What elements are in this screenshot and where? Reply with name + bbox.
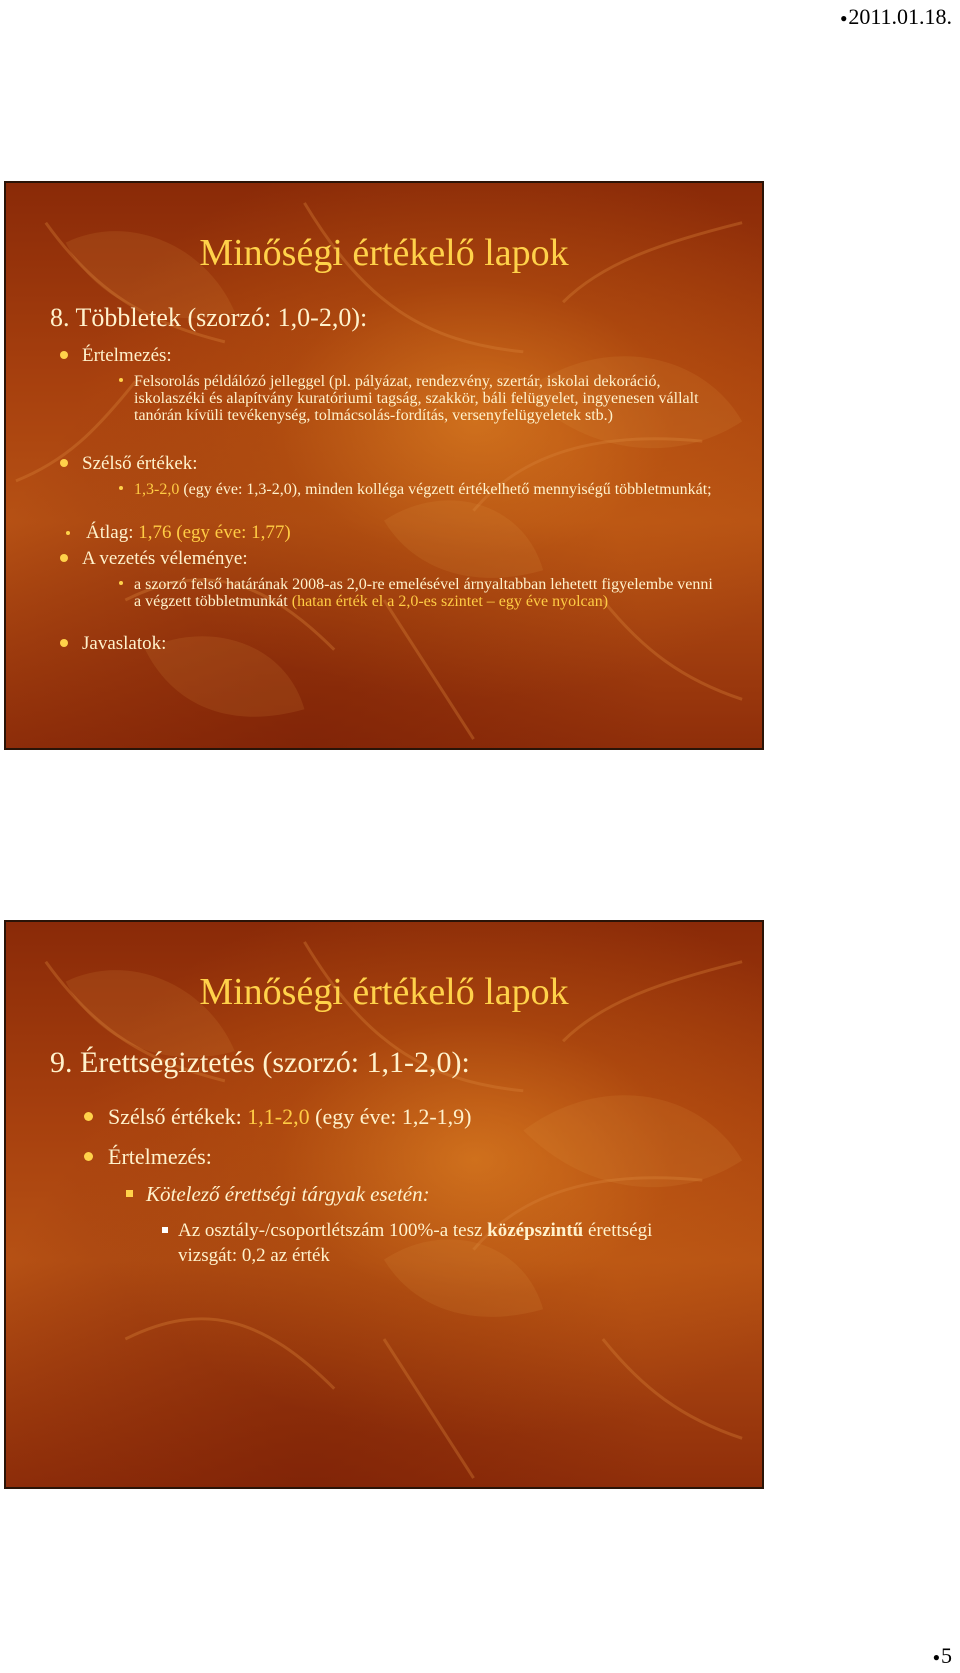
page-date: ●2011.01.18. <box>840 4 952 29</box>
detail-text: Az osztály-/csoportlétszám 100%-a tesz <box>178 1220 488 1241</box>
slide-title: Minőségi értékelő lapok <box>199 971 569 1013</box>
bullet-label: Szélső értékek: <box>82 453 198 474</box>
bullet-item-szelso <box>108 1104 472 1130</box>
szelso-rest-text: (egy éve: 1,2-1,9) <box>309 1104 472 1129</box>
sub-heading-text: Kötelező érettségi tárgyak esetén: <box>146 1182 430 1206</box>
small-bullet-icon <box>66 531 70 535</box>
bullet-icon <box>60 639 68 647</box>
bullet-icon <box>84 1112 93 1121</box>
bullet-label: Javaslatok: <box>82 633 167 654</box>
slide-1 <box>4 181 764 750</box>
szelso-rest-text: (egy éve: 1,3-2,0), minden kolléga végzett értékelhető mennyiségű többletmunkát; <box>179 481 712 498</box>
szelso-range-highlight: 1,3-2,0 <box>134 481 180 498</box>
bullet-item-ertelmezes <box>108 1144 212 1170</box>
bullet-icon <box>60 554 68 562</box>
vezetes-text: a szorzó felső határának 2008-as 2,0-re emelésével árnyaltabban lehetett figyelembe venni a végzett többletmunkát <box>134 576 713 610</box>
bullet-icon <box>84 1152 93 1161</box>
atlag-value: 1,76 (egy éve: 1,77) <box>138 522 291 543</box>
bullet-icon <box>60 351 68 359</box>
atlag-label: Átlag: <box>86 522 139 543</box>
page-number: ●5 <box>932 1643 952 1668</box>
bullet-item-ertelmezes <box>82 345 172 367</box>
sub-bullet-icon <box>119 486 123 490</box>
bullet-icon <box>60 459 68 467</box>
sub-bullet-szelso-text <box>134 481 714 498</box>
bullet-item-szelso <box>82 453 198 475</box>
slide-title: Minőségi értékelő lapok <box>199 232 569 274</box>
szelso-range-highlight: 1,1-2,0 <box>247 1104 310 1129</box>
square-bullet-icon <box>126 1190 133 1197</box>
sub-bullet-vezetes-text <box>134 576 714 610</box>
sub-bullet-text: Felsorolás példálózó jelleggel (pl. pályázat, rendezvény, szertár, iskolai dekoráció, iskolaszéki és alapítvány kuratóriumi tagság, szakkör, báli felügyelet, ingyenesen vállalt tanórán kívüli tevékenység, tolmácsolás-fordítás, versenyfelügyeletek stb.) <box>134 373 699 424</box>
bullet-item-javaslatok <box>82 633 166 655</box>
bullet-label: Értelmezés: <box>82 345 172 366</box>
sub-bullet-icon <box>119 581 123 585</box>
detail-text-end: érettségi vizsgát: 0,2 az érték <box>178 1220 653 1266</box>
bullet-item-atlag <box>86 522 291 544</box>
section-heading: 8. Többletek (szorzó: 1,0-2,0): <box>50 303 368 332</box>
vezetes-highlight: (hatan érték el a 2,0-es szintet – egy éve nyolcan) <box>291 593 609 610</box>
sub-bullet-icon <box>119 378 123 382</box>
slide-2 <box>4 920 764 1489</box>
detail-item <box>178 1218 698 1268</box>
square-bullet-icon <box>162 1227 168 1233</box>
bullet-label: A vezetés véleménye: <box>82 548 248 569</box>
section-heading: 9. Érettségiztetés (szorzó: 1,1-2,0): <box>50 1046 470 1079</box>
detail-bold-text: középszintű <box>487 1220 584 1241</box>
sub-bullet-ertelmezes-text <box>134 373 714 424</box>
bullet-label: Értelmezés: <box>108 1144 212 1169</box>
bullet-item-vezetes <box>82 548 248 570</box>
sub-item-kotelezo <box>146 1182 430 1207</box>
szelso-label: Szélső értékek: <box>108 1104 248 1129</box>
